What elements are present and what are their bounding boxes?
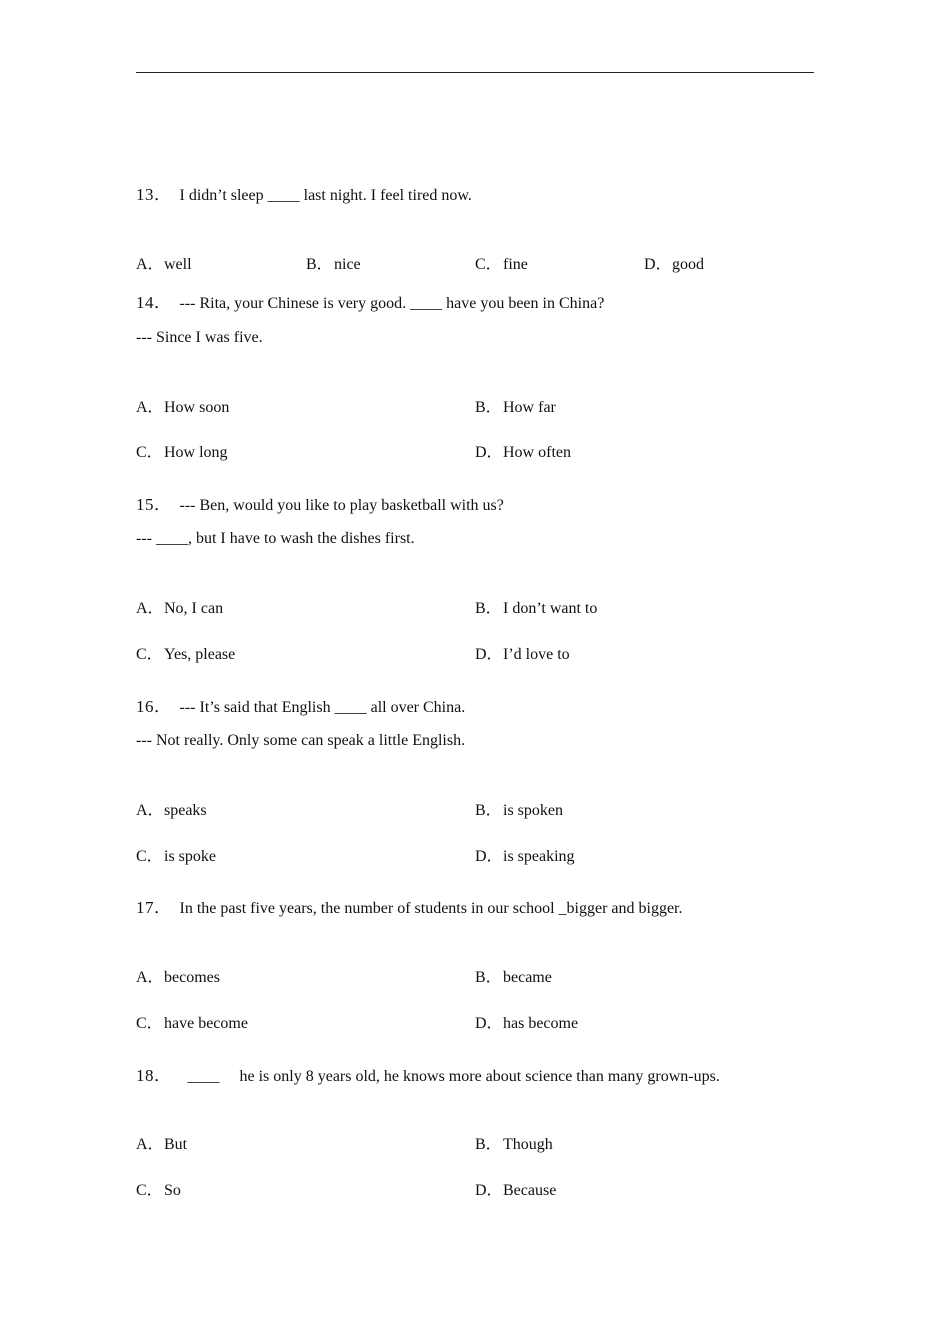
header-rule xyxy=(136,72,814,73)
question-14-option-b[interactable] xyxy=(475,398,556,418)
question-15-option-d[interactable] xyxy=(475,645,570,665)
option-text: How soon xyxy=(164,399,230,416)
option-text: So xyxy=(164,1182,181,1199)
option-text: How far xyxy=(503,399,556,416)
option-text: is speaking xyxy=(503,848,575,865)
question-16-response: --- Not really. Only some can speak a little English. xyxy=(136,732,466,749)
question-number: 17． xyxy=(136,898,172,917)
option-letter: C． xyxy=(136,848,163,865)
option-text: I’d love to xyxy=(503,646,570,663)
question-14-option-a[interactable] xyxy=(136,398,229,418)
question-13-option-a[interactable] xyxy=(136,255,192,275)
option-letter: B． xyxy=(475,802,502,819)
question-number: 15． xyxy=(136,495,172,514)
option-text: has become xyxy=(503,1015,579,1032)
question-16-option-a[interactable] xyxy=(136,801,207,821)
question-18-option-d[interactable] xyxy=(475,1181,556,1201)
question-13-option-d[interactable] xyxy=(644,255,704,275)
option-letter: C． xyxy=(136,1182,163,1199)
option-text: well xyxy=(164,256,192,273)
question-18-stem xyxy=(136,1066,720,1087)
option-letter: C． xyxy=(136,1015,163,1032)
question-14-response: --- Since I was five. xyxy=(136,329,263,346)
question-16-option-b[interactable] xyxy=(475,801,563,821)
question-18-option-c[interactable] xyxy=(136,1181,181,1201)
option-text: became xyxy=(503,969,552,986)
question-15-option-b[interactable] xyxy=(475,599,597,619)
option-letter: B． xyxy=(475,1136,502,1153)
question-17-option-b[interactable] xyxy=(475,968,552,988)
question-18-option-a[interactable] xyxy=(136,1135,187,1155)
option-text: Yes, please xyxy=(164,646,236,663)
option-letter: B． xyxy=(475,969,502,986)
option-letter: D． xyxy=(475,1182,503,1199)
option-letter: A． xyxy=(136,600,164,617)
option-text: fine xyxy=(503,256,528,273)
option-text: Because xyxy=(503,1182,557,1199)
option-letter: D． xyxy=(644,256,672,273)
option-letter: A． xyxy=(136,1136,164,1153)
option-text: Though xyxy=(503,1136,553,1153)
answer-blank: ____ xyxy=(187,1068,220,1085)
option-text: have become xyxy=(164,1015,248,1032)
question-text: he is only 8 years old, he knows more about science than many grown-ups. xyxy=(239,1068,720,1085)
question-17-option-c[interactable] xyxy=(136,1014,248,1034)
question-number: 14． xyxy=(136,293,172,312)
question-14-option-c[interactable] xyxy=(136,443,228,463)
question-text: I didn’t sleep ____ last night. I feel tired now. xyxy=(179,187,472,204)
question-15-stem xyxy=(136,495,504,516)
question-13-option-c[interactable] xyxy=(475,255,528,275)
question-14-option-d[interactable] xyxy=(475,443,571,463)
question-15-option-c[interactable] xyxy=(136,645,235,665)
option-text: But xyxy=(164,1136,188,1153)
option-text: is spoke xyxy=(164,848,216,865)
option-letter: A． xyxy=(136,256,164,273)
question-16-option-c[interactable] xyxy=(136,847,216,867)
option-text: How often xyxy=(503,444,571,461)
option-text: nice xyxy=(334,256,361,273)
option-letter: B． xyxy=(306,256,333,273)
option-letter: C． xyxy=(136,444,163,461)
question-14-stem xyxy=(136,293,604,314)
question-number: 13． xyxy=(136,185,172,204)
option-text: No, I can xyxy=(164,600,224,617)
option-letter: D． xyxy=(475,1015,503,1032)
question-15-response: --- ____, but I have to wash the dishes first. xyxy=(136,530,415,547)
option-letter: B． xyxy=(475,399,502,416)
option-letter: D． xyxy=(475,848,503,865)
question-17-stem xyxy=(136,898,683,919)
option-text: good xyxy=(672,256,704,273)
question-13-stem xyxy=(136,185,472,206)
option-letter: A． xyxy=(136,969,164,986)
option-letter: A． xyxy=(136,399,164,416)
option-letter: B． xyxy=(475,600,502,617)
question-13-option-b[interactable] xyxy=(306,255,361,275)
option-text: is spoken xyxy=(503,802,563,819)
option-text: I don’t want to xyxy=(503,600,598,617)
option-letter: D． xyxy=(475,444,503,461)
question-number: 16． xyxy=(136,697,172,716)
question-17-option-d[interactable] xyxy=(475,1014,578,1034)
question-text: --- Ben, would you like to play basketball with us? xyxy=(179,497,504,514)
option-text: speaks xyxy=(164,802,207,819)
option-letter: D． xyxy=(475,646,503,663)
question-18-option-b[interactable] xyxy=(475,1135,553,1155)
question-number: 18． xyxy=(136,1066,172,1085)
question-15-option-a[interactable] xyxy=(136,599,223,619)
question-text: --- It’s said that English ____ all over China. xyxy=(179,699,466,716)
option-text: becomes xyxy=(164,969,220,986)
question-16-option-d[interactable] xyxy=(475,847,575,867)
option-text: How long xyxy=(164,444,228,461)
option-letter: A． xyxy=(136,802,164,819)
question-text: In the past five years, the number of students in our school _bigger and bigger. xyxy=(179,900,683,917)
question-text: --- Rita, your Chinese is very good. ____ have you been in China? xyxy=(179,295,605,312)
option-letter: C． xyxy=(136,646,163,663)
question-17-option-a[interactable] xyxy=(136,968,220,988)
option-letter: C． xyxy=(475,256,502,273)
question-16-stem xyxy=(136,697,465,718)
